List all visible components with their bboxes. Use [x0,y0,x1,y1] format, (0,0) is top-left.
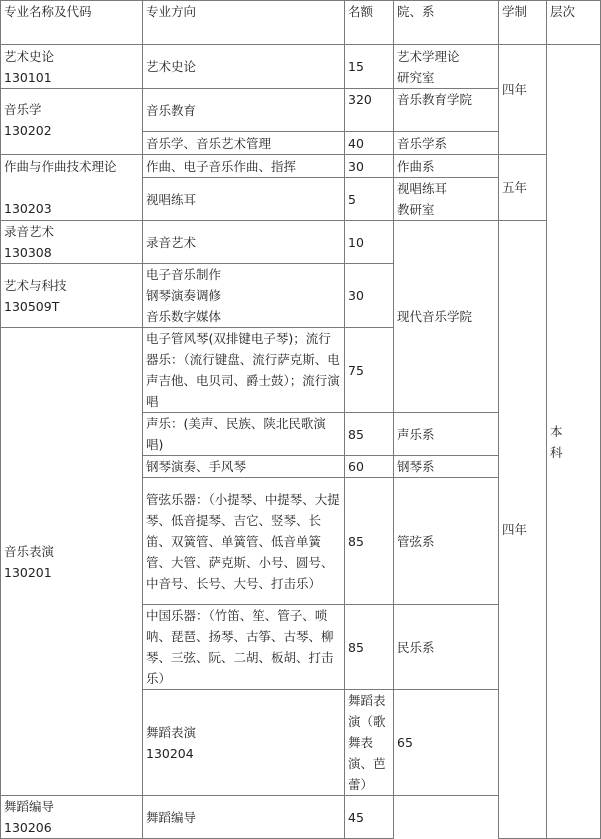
quota-value: 65 [394,690,499,796]
quota-value: 15 [345,45,394,89]
table-row [1,221,601,264]
quota-value: 40 [345,132,394,155]
study-years: 五年 [499,155,547,221]
quota-value: 85 [345,605,394,690]
major-name-code: 音乐学 130202 [1,89,143,155]
department: 音乐学系 [394,132,499,155]
major-direction: 艺术史论 [143,45,345,89]
major-direction: 中国乐器：（竹笛、笙、管子、唢呐、琵琶、扬琴、古筝、古琴、柳琴、三弦、阮、二胡、板胡、打击乐） [143,605,345,690]
header-years: 学制 [499,1,547,45]
major-name-code: 录音艺术 130308 [1,221,143,264]
major-direction: 电子管风琴(双排键电子琴)；流行器乐：（流行键盘、流行萨克斯、电声吉他、电贝司、爵士鼓）；流行演唱 [143,328,345,413]
major-direction: 音乐教育 [143,89,345,132]
quota-value: 45 [345,796,394,839]
major-direction: 声乐：(美声、民族、陕北民歌演唱) [143,413,345,456]
header-row [1,1,601,45]
header-direction: 专业方向 [143,1,345,45]
quota-value: 75 [345,328,394,413]
table-row [1,155,601,178]
major-name-code: 舞蹈编导 130206 [1,796,143,839]
department: 管弦系 [394,478,499,605]
major-direction: 音乐学、音乐艺术管理 [143,132,345,155]
major-name-code: 艺术与科技 130509T [1,264,143,328]
major-name-code: 艺术史论 130101 [1,45,143,89]
quota-value: 10 [345,221,394,264]
major-direction: 视唱练耳 [143,178,345,221]
major-direction: 钢琴演奏、手风琴 [143,456,345,478]
quota-value: 320 [345,89,394,132]
major-name-code: 作曲与作曲技术理论 130203 [1,155,143,221]
major-direction: 管弦乐器：（小提琴、中提琴、大提琴、低音提琴、吉它、竖琴、长笛、双簧管、单簧管、低音单簧管、大管、萨克斯、小号、圆号、中音号、长号、大号、打击乐） [143,478,345,605]
department: 作曲系 [394,155,499,178]
department: 音乐教育学院 [394,89,499,132]
major-name-code: 音乐表演 130201 [1,328,143,796]
department: 民乐系 [394,605,499,690]
header-major: 专业名称及代码 [1,1,143,45]
education-level: 本 科 [547,45,601,839]
header-quota: 名额 [345,1,394,45]
header-level: 层次 [547,1,601,45]
major-direction: 作曲、电子音乐作曲、指挥 [143,155,345,178]
quota-value: 60 [345,456,394,478]
header-dept: 院、系 [394,1,499,45]
major-direction: 舞蹈表演（歌舞表演、芭蕾） [345,690,394,796]
department: 钢琴系 [394,456,499,478]
department: 视唱练耳 教研室 [394,178,499,221]
major-name-code: 舞蹈表演 130204 [143,690,345,796]
quota-value: 85 [345,413,394,456]
major-direction: 录音艺术 [143,221,345,264]
major-direction: 电子音乐制作 钢琴演奏调修 音乐数字媒体 [143,264,345,328]
department: 声乐系 [394,413,499,456]
table-row [1,45,601,89]
major-direction: 舞蹈编导 [143,796,345,839]
quota-value: 30 [345,155,394,178]
quota-value: 5 [345,178,394,221]
study-years: 四年 [499,221,547,839]
study-years: 四年 [499,45,547,155]
quota-value: 30 [345,264,394,328]
quota-value: 85 [345,478,394,605]
department: 艺术学理论 研究室 [394,45,499,89]
department: 现代音乐学院 [394,221,499,413]
